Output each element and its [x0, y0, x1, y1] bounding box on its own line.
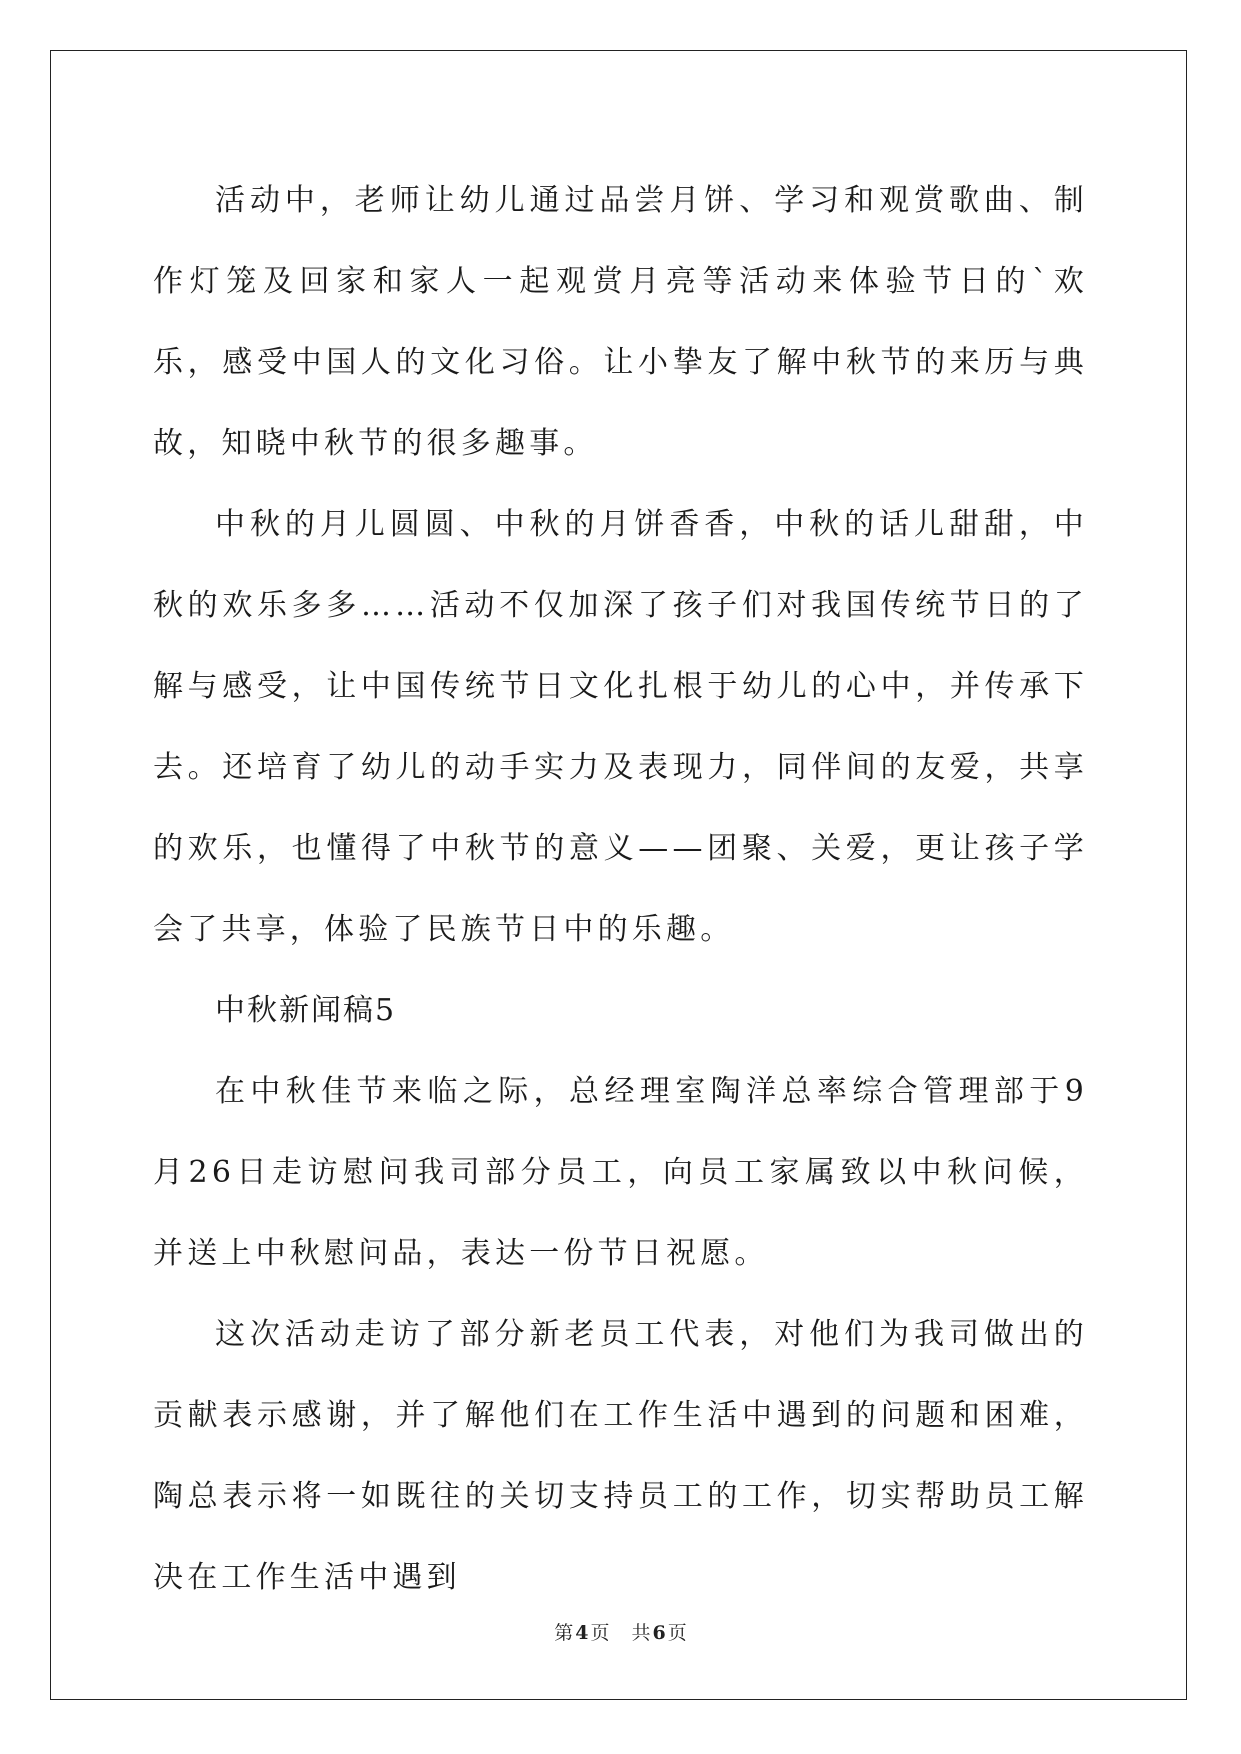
page-prefix: 第	[554, 1622, 574, 1644]
section-heading: 中秋新闻稿5	[215, 993, 397, 1028]
paragraph-visit: 在中秋佳节来临之际，总经理室陶洋总率综合管理部于9月26日走访慰问我司部分员工，向员工家属致以中秋问候，并送上中秋慰问品，表达一份节日祝愿。	[153, 1074, 1088, 1271]
page-total: 6	[652, 1622, 666, 1644]
page-footer	[0, 1618, 1241, 1645]
page-suffix: 页	[590, 1622, 610, 1644]
page-current: 4	[575, 1622, 589, 1644]
document-body	[153, 160, 1088, 1618]
paragraph-activity: 活动中，老师让幼儿通过品尝月饼、学习和观赏歌曲、制作灯笼及回家和家人一起观赏月亮等活动来体验节日的`欢乐，感受中国人的文化习俗。让小挚友了解中秋节的来历与典故，知晓中秋节的很多趣事。	[153, 183, 1088, 461]
total-prefix: 共	[631, 1622, 651, 1644]
paragraph-thanks: 这次活动走访了部分新老员工代表，对他们为我司做出的贡献表示感谢，并了解他们在工作生活中遇到的问题和困难，陶总表示将一如既往的关切支持员工的工作，切实帮助员工解决在工作生活中遇到	[153, 1317, 1088, 1595]
total-suffix: 页	[667, 1622, 687, 1644]
paragraph-mid-autumn: 中秋的月儿圆圆、中秋的月饼香香，中秋的话儿甜甜，中秋的欢乐多多……活动不仅加深了孩子们对我国传统节日的了解与感受，让中国传统节日文化扎根于幼儿的心中，并传承下去。还培育了幼儿的动手实力及表现力，同伴间的友爱，共享的欢乐，也懂得了中秋节的意义——团聚、关爱，更让孩子学会了共享，体验了民族节日中的乐趣。	[153, 507, 1088, 947]
